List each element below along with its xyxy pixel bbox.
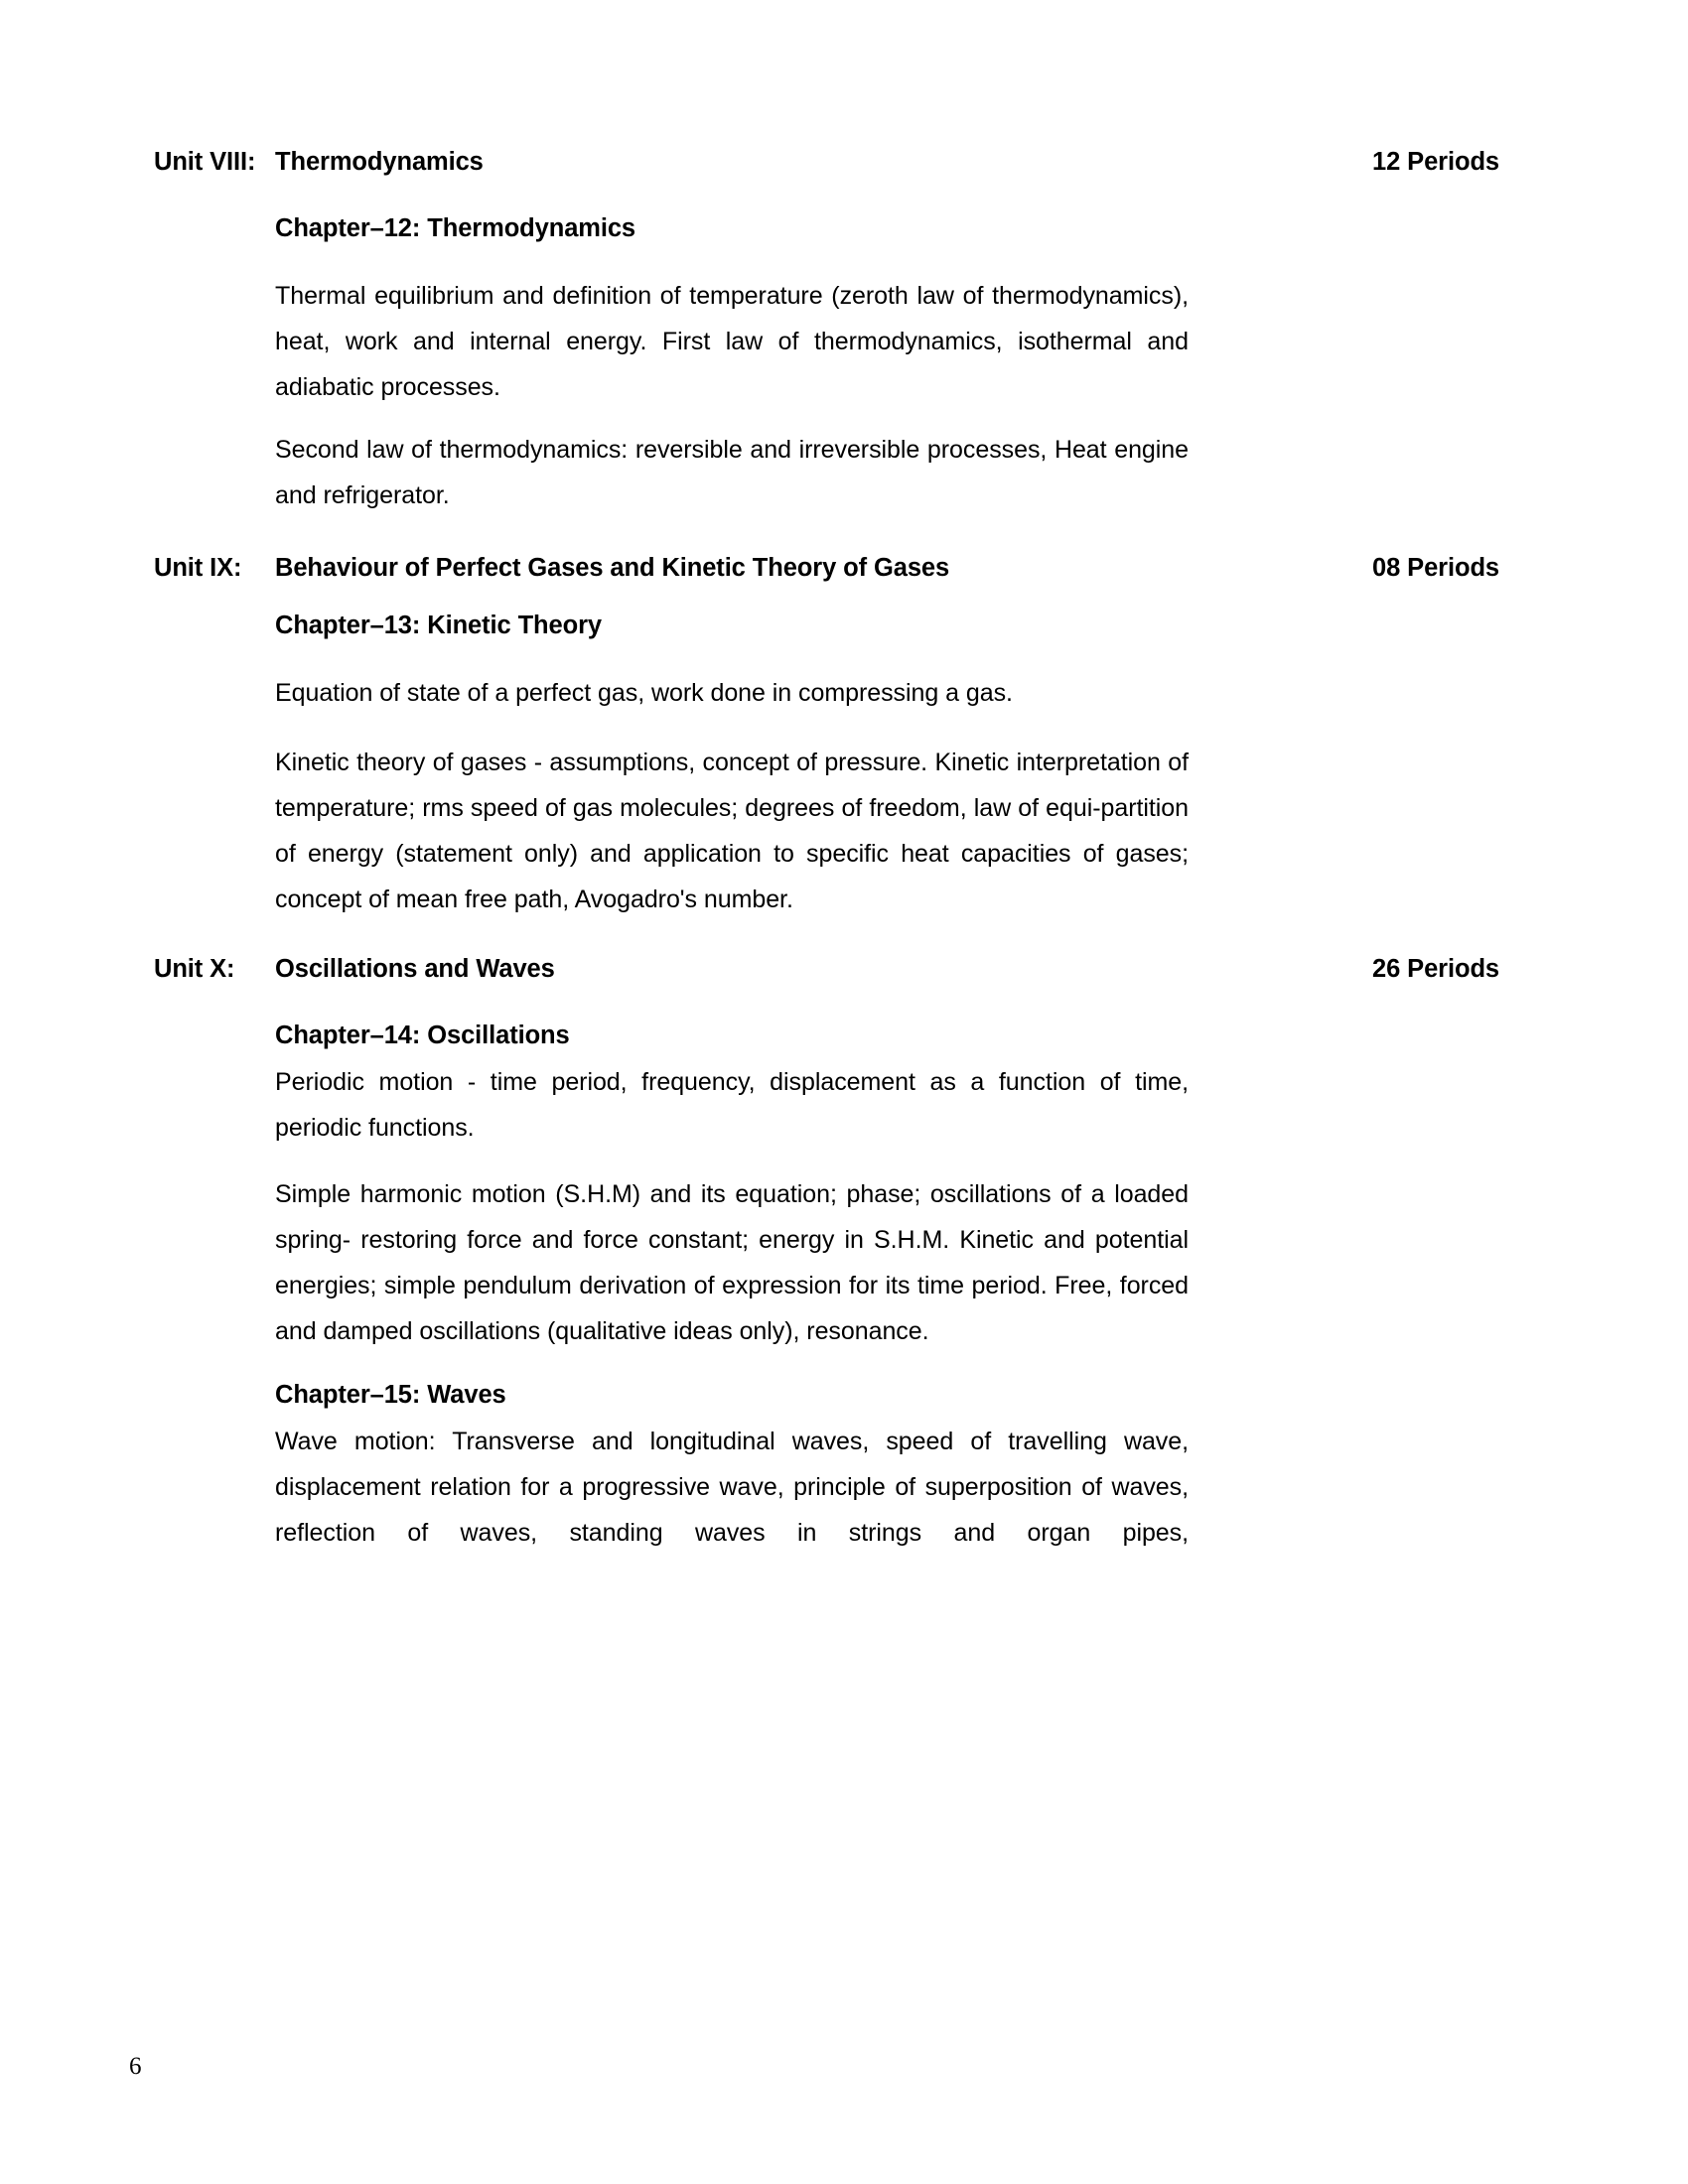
paragraph: Wave motion: Transverse and longitudinal waves, speed of travelling wave, displacement relation for a progressive wave, principle of superposition of waves, reflection of waves, standing waves in strings and organ pipes, (275, 1428, 1189, 1547)
unit-heading-viii (0, 148, 1688, 177)
unit-label: Unit VIII: (154, 148, 256, 176)
paragraph: Equation of state of a perfect gas, work done in compressing a gas. (275, 679, 1013, 707)
unit-label: Unit X: (154, 955, 235, 983)
paragraph: Simple harmonic motion (S.H.M) and its equation; phase; oscillations of a loaded spring- restoring force and force constant; energy in S.H.M. Kinetic and potential energies; simple pendulum derivation of expression for its time period. Free, forced and damped oscillations (qualitative ideas only), resonance. (275, 1180, 1189, 1345)
paragraph: Second law of thermodynamics: reversible and irreversible processes, Heat engine and refrigerator. (275, 436, 1189, 509)
unit-periods: 12 Periods (1372, 148, 1499, 176)
chapter-heading-15: Chapter–15: Waves (275, 1381, 506, 1409)
unit-label: Unit IX: (154, 554, 242, 582)
unit-heading-x (0, 955, 1688, 984)
chapter-heading-13: Chapter–13: Kinetic Theory (275, 612, 602, 639)
page-number: 6 (129, 2053, 142, 2080)
chapter-heading-12: Chapter–12: Thermodynamics (275, 214, 636, 242)
unit-heading-ix (0, 554, 1688, 583)
unit-periods: 08 Periods (1372, 554, 1499, 582)
unit-title: Behaviour of Perfect Gases and Kinetic Theory of Gases (275, 554, 950, 582)
paragraph: Thermal equilibrium and definition of temperature (zeroth law of thermodynamics), heat, work and internal energy. First law of thermodynamics, isothermal and adiabatic processes. (275, 282, 1189, 401)
unit-periods: 26 Periods (1372, 955, 1499, 983)
unit-title: Thermodynamics (275, 148, 484, 176)
unit-title: Oscillations and Waves (275, 955, 555, 983)
paragraph: Kinetic theory of gases - assumptions, concept of pressure. Kinetic interpretation of temperature; rms speed of gas molecules; degrees of freedom, law of equi-partition of energy (statement only) and application to specific heat capacities of gases; concept of mean free path, Avogadro's number. (275, 749, 1189, 913)
paragraph: Periodic motion - time period, frequency, displacement as a function of time, periodic functions. (275, 1068, 1189, 1142)
chapter-heading-14: Chapter–14: Oscillations (275, 1022, 570, 1049)
